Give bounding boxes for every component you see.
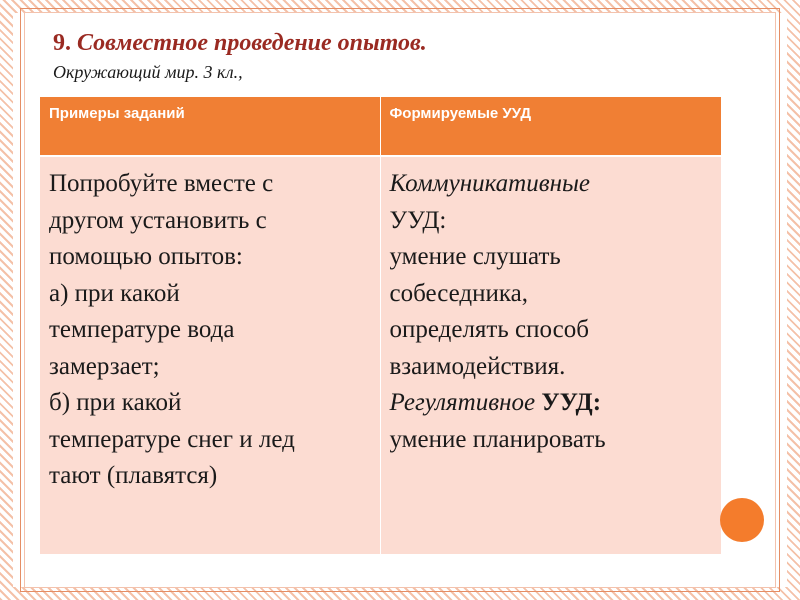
cell-task-examples	[40, 156, 380, 554]
table-header-row	[40, 97, 721, 156]
uud-line: собеседника,	[389, 279, 528, 307]
task-line: а) при какой	[49, 279, 180, 307]
header-formed-uud: Формируемые УУД	[380, 97, 721, 156]
communicative-heading: Коммуникативные	[389, 170, 591, 197]
task-line: б) при какой	[49, 389, 182, 416]
uud-line: умение планировать	[389, 425, 606, 453]
task-line: другом установить с	[49, 206, 267, 234]
slide-subtitle: Окружающий мир. 3 кл.,	[53, 62, 243, 82]
regulative-heading-suffix: УУД:	[541, 389, 602, 416]
task-line: тают (плавятся)	[49, 462, 218, 489]
communicative-heading-suffix: УУД:	[389, 206, 447, 234]
uud-line: взаимодействия.	[389, 352, 566, 380]
task-line: замерзает;	[49, 352, 160, 380]
slide-title	[53, 30, 427, 57]
slide-title-text: Совместное проведение опытов.	[77, 30, 427, 56]
task-line: помощью опытов:	[49, 243, 243, 270]
header-task-examples: Примеры заданий	[40, 97, 380, 156]
uud-line: умение слушать	[389, 243, 561, 270]
slide-number: 9.	[53, 30, 71, 56]
regulative-heading-label: Регулятивное	[389, 389, 536, 416]
task-line: Попробуйте вместе с	[49, 170, 274, 197]
cell-formed-uud	[380, 156, 721, 554]
uud-table	[40, 97, 721, 554]
task-line: температуре снег и лед	[49, 425, 295, 453]
task-line: температуре вода	[49, 316, 235, 343]
decorative-orange-circle	[720, 498, 764, 542]
table-row	[40, 156, 721, 554]
uud-line: определять способ	[389, 316, 589, 343]
regulative-heading	[390, 385, 714, 422]
